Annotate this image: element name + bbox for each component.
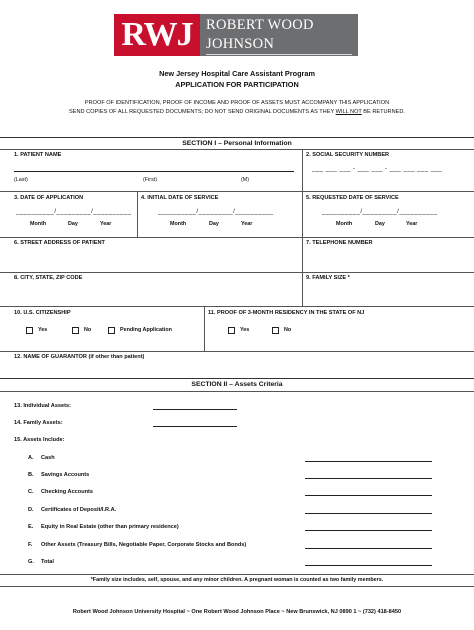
rule bbox=[0, 378, 474, 379]
day-caption: Day bbox=[375, 221, 385, 227]
street-address-label: 6. STREET ADDRESS OF PATIENT bbox=[14, 240, 105, 246]
notice-text-end: BE RETURNED. bbox=[361, 109, 405, 115]
ssn-label: 2. SOCIAL SECURITY NUMBER bbox=[306, 152, 390, 158]
checking-field[interactable] bbox=[305, 495, 432, 496]
requested-date-label: 5. REQUESTED DATE OF SERVICE bbox=[306, 195, 399, 201]
logo-text bbox=[200, 14, 358, 70]
individual-assets-label: 13. Individual Assets: bbox=[14, 403, 71, 409]
total-field[interactable] bbox=[305, 565, 432, 566]
telephone-label: 7. TELEPHONE NUMBER bbox=[306, 240, 373, 246]
other-assets-field[interactable] bbox=[305, 548, 432, 549]
notice-emphasis: WILL NOT bbox=[335, 109, 362, 115]
requested-date-field[interactable]: __________/_________/__________ bbox=[322, 209, 438, 215]
citizenship-pending-checkbox[interactable] bbox=[108, 327, 115, 334]
day-caption: Day bbox=[209, 221, 219, 227]
patient-name-field[interactable] bbox=[14, 171, 294, 172]
divider bbox=[302, 149, 303, 191]
logo-mark: RWJ bbox=[114, 14, 200, 56]
citizenship-label: 10. U.S. CITIZENSHIP bbox=[14, 310, 71, 316]
section2-title: SECTION II – Assets Criteria bbox=[191, 381, 283, 388]
family-size-label: 9. FAMILY SIZE * bbox=[306, 275, 350, 281]
divider bbox=[302, 191, 303, 237]
individual-assets-field[interactable] bbox=[153, 409, 237, 410]
asset-label-cd-ira: Certificates of Deposit/I.R.A. bbox=[41, 507, 117, 513]
asset-letter: G. bbox=[28, 559, 34, 565]
program-title: New Jersey Hospital Care Assistant Program bbox=[159, 69, 315, 78]
initial-date-label: 4. INITIAL DATE OF SERVICE bbox=[141, 195, 219, 201]
asset-label-real-estate: Equity in Real Estate (other than primary residence) bbox=[41, 524, 179, 530]
asset-label-other: Other Assets (Treasury Bills, Negotiable Paper, Corporate Stocks and Bonds) bbox=[41, 542, 247, 548]
cd-ira-field[interactable] bbox=[305, 513, 432, 514]
family-assets-label: 14. Family Assets: bbox=[14, 420, 63, 426]
month-caption: Month bbox=[170, 221, 187, 227]
footer-address: Robert Wood Johnson University Hospital ~ One Robert Wood Johnson Place ~ New Brunswick, NJ 0890 1 ~ (732) 418-8450 bbox=[72, 609, 402, 615]
rule bbox=[0, 306, 474, 307]
patient-name-label: 1. PATIENT NAME bbox=[14, 152, 62, 158]
savings-field[interactable] bbox=[305, 478, 432, 479]
rule bbox=[0, 149, 474, 150]
month-caption: Month bbox=[336, 221, 353, 227]
citizenship-no-label: No bbox=[84, 327, 92, 333]
residency-yes-label: Yes bbox=[240, 327, 250, 333]
rule bbox=[0, 574, 474, 575]
middle-initial-caption: (M) bbox=[241, 177, 250, 183]
city-state-zip-label: 8. CITY, STATE, ZIP CODE bbox=[14, 275, 83, 281]
initial-date-field[interactable]: __________/_________/__________ bbox=[158, 209, 274, 215]
citizenship-pending-label: Pending Application bbox=[120, 327, 172, 333]
family-assets-field[interactable] bbox=[153, 426, 237, 427]
asset-letter: B. bbox=[28, 472, 34, 478]
citizenship-no-checkbox[interactable] bbox=[72, 327, 79, 334]
month-caption: Month bbox=[30, 221, 47, 227]
notice-line-2 bbox=[0, 109, 474, 115]
asset-label-checking: Checking Accounts bbox=[41, 489, 94, 495]
assets-include-label: 15. Assets Include: bbox=[14, 437, 65, 443]
year-caption: Year bbox=[241, 221, 253, 227]
residency-yes-checkbox[interactable] bbox=[228, 327, 235, 334]
asset-label-total: Total bbox=[41, 559, 54, 565]
citizenship-yes-label: Yes bbox=[38, 327, 48, 333]
last-name-caption: (Last) bbox=[14, 177, 28, 183]
asset-letter: F. bbox=[28, 542, 33, 548]
year-caption: Year bbox=[406, 221, 418, 227]
logo-line2: UNIVERSITY HOSPITAL bbox=[206, 54, 352, 72]
family-size-footnote: *Family size includes, self, spouse, and any minor children. A pregnant woman is counted as two family members. bbox=[90, 577, 384, 583]
residency-label: 11. PROOF OF 3-MONTH RESIDENCY IN THE STATE OF NJ bbox=[208, 310, 365, 316]
divider bbox=[204, 306, 205, 351]
rule bbox=[0, 586, 474, 587]
first-name-caption: (First) bbox=[143, 177, 158, 183]
date-application-label: 3. DATE OF APPLICATION bbox=[14, 195, 84, 201]
form-title: APPLICATION FOR PARTICIPATION bbox=[175, 80, 299, 89]
divider bbox=[302, 237, 303, 272]
asset-label-savings: Savings Accounts bbox=[41, 472, 90, 478]
asset-letter: A. bbox=[28, 455, 34, 461]
citizenship-yes-checkbox[interactable] bbox=[26, 327, 33, 334]
section1-title: SECTION I – Personal Information bbox=[182, 140, 292, 147]
rule bbox=[0, 391, 474, 392]
rule bbox=[0, 191, 474, 192]
guarantor-label: 12. NAME OF GUARANTOR (if other than patient) bbox=[14, 354, 145, 360]
notice-line-1: PROOF OF IDENTIFICATION, PROOF OF INCOME AND PROOF OF ASSETS MUST ACCOMPANY THIS APPLICATION bbox=[84, 100, 390, 106]
hospital-logo bbox=[114, 14, 358, 70]
asset-letter: E. bbox=[28, 524, 34, 530]
asset-letter: D. bbox=[28, 507, 34, 513]
rule bbox=[0, 237, 474, 238]
rule bbox=[0, 351, 474, 352]
divider bbox=[137, 191, 138, 237]
cash-field[interactable] bbox=[305, 461, 432, 462]
residency-no-checkbox[interactable] bbox=[272, 327, 279, 334]
notice-text: SEND COPIES OF ALL REQUESTED DOCUMENTS; DO NOT SEND ORIGINAL DOCUMENTS AS THEY bbox=[69, 109, 336, 115]
rule bbox=[0, 137, 474, 138]
residency-no-label: No bbox=[284, 327, 292, 333]
logo-line1: ROBERT WOOD JOHNSON bbox=[206, 17, 314, 52]
year-caption: Year bbox=[100, 221, 112, 227]
rule bbox=[0, 272, 474, 273]
asset-label-cash: Cash bbox=[41, 455, 55, 461]
day-caption: Day bbox=[68, 221, 78, 227]
asset-letter: C. bbox=[28, 489, 34, 495]
divider bbox=[302, 272, 303, 306]
real-estate-field[interactable] bbox=[305, 530, 432, 531]
date-application-field[interactable]: __________/_________/__________ bbox=[16, 209, 132, 215]
ssn-field[interactable]: ___ ___ ___ - ___ ___ - ___ ___ ___ ___ bbox=[312, 166, 443, 172]
